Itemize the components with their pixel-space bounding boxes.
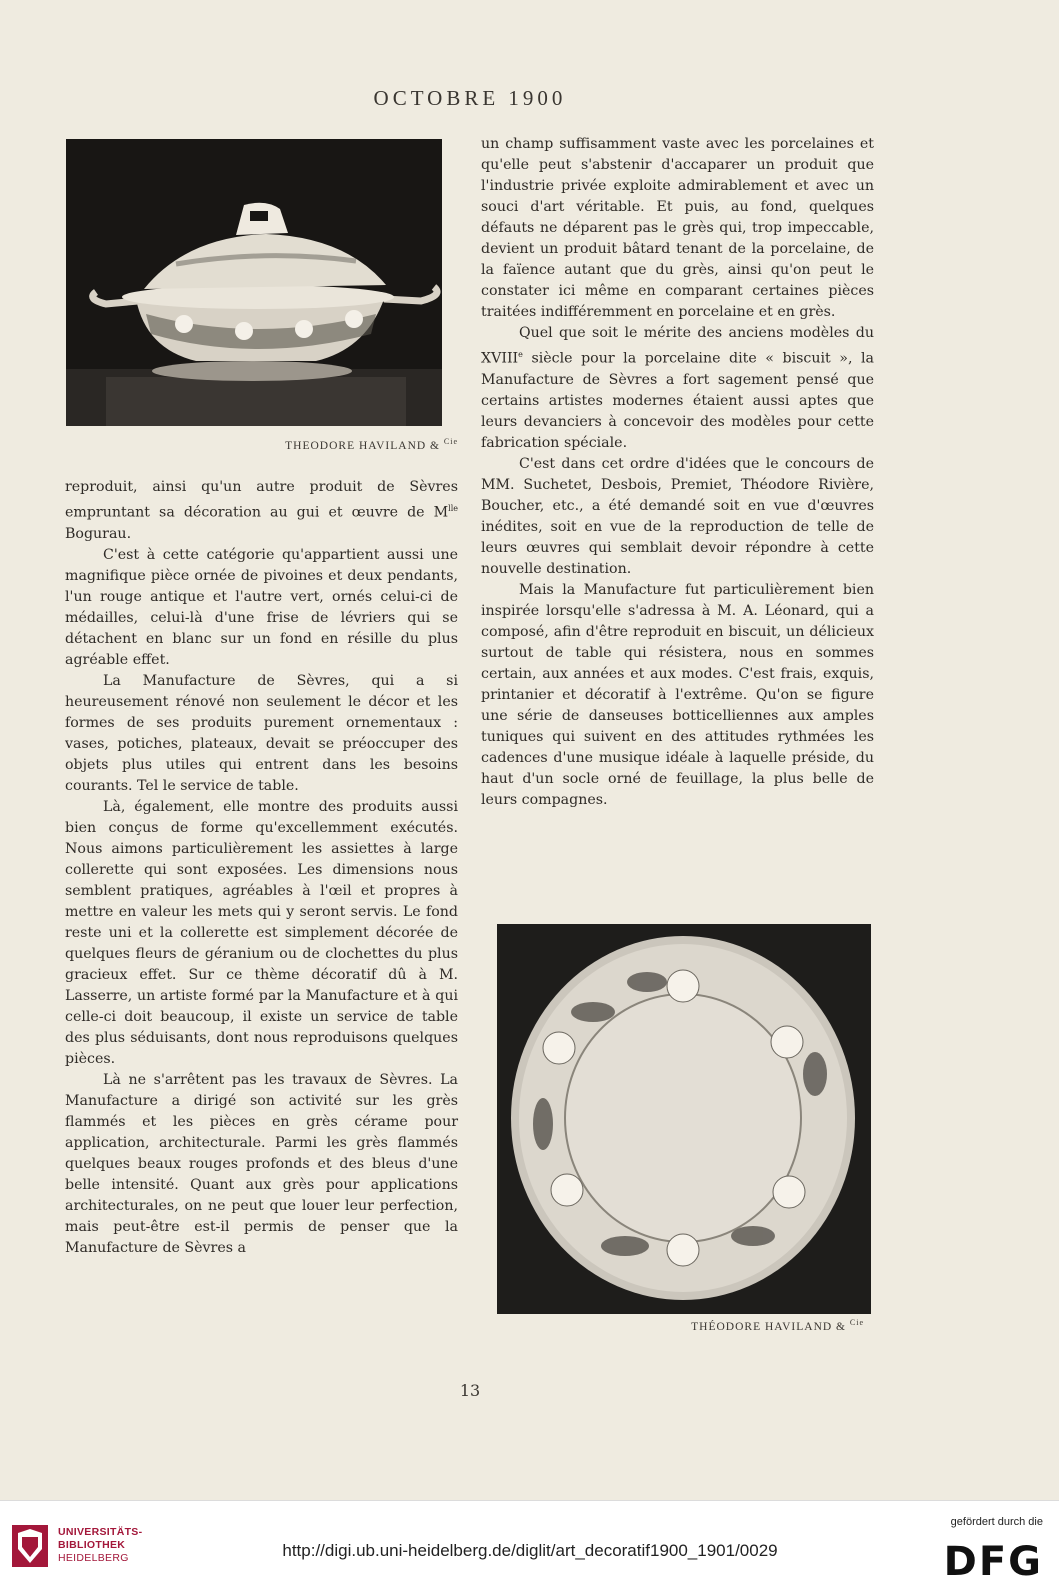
source-url-link[interactable]: http://digi.ub.uni-heidelberg.de/diglit/art_decoratif1900_1901/0029 [282,1541,778,1560]
left-paragraph-5: Là ne s'arrêtent pas les travaux de Sèvres. La Manufacture a dirigé son activité sur les grès flammés et les pièces en grès cérame pour application, architecturale. Parmi les grès flammés quelques beaux rouges profonds et des bleus d'une belle intensité. Quant aux grès pour applications architecturales, on ne peut que louer leur perfection, mais peut-être est-il permis de penser que la Manufacture de Sèvres a [65,1071,458,1256]
right-paragraph-4: Mais la Manufacture fut particulièrement bien inspirée lorsqu'elle s'adressa à M. A. Léonard, qui a composé, afin d'être reproduit en biscuit, un délicieux surtout de table qui résistera, nous en sommes certain, aux années et aux modes. C'est frais, exquis, printanier et décoratif à l'extrême. Qu'on se figure une série de danseuses botticelliennes aux amples tuniques qui suivent en des attitudes rythmées les cadences d'une musique idéale à laquelle préside, du haut d'un socle orné de feuillage, la plus belle de leurs compagnes. [481,581,874,808]
right-paragraph-3: C'est dans cet ordre d'idées que le concours de MM. Suchetet, Desbois, Premiet, Théodore Rivière, Boucher, etc., a été demandé soit en vue d'œuvres inédites, soit en vue de la reproduction de telle de leurs œuvres qui semblait devoir répondre à cette nouvelle destination. [481,455,874,577]
left-paragraph-3: La Manufacture de Sèvres, qui a si heureusement rénové non seulement le décor et les formes de ses produits purement ornementaux : vases, potiches, plateaux, devait se préoccuper des objets plus utiles qui entrent dans les besoins courants. Tel le service de table. [65,672,458,794]
plate-photograph [497,924,871,1314]
sponsor-label: gefördert durch die [950,1516,1043,1528]
left-paragraph-4: Là, également, elle montre des produits aussi bien conçus de forme qu'excellemment exécutés. Nous aimons particulièrement les assiettes à large collerette qui sont exposées. Les dimensions nous semblent pratiques, agréables à l'œil et propres à mettre en valeur les mets qui y seront servis. Le fond reste uni et la collerette est simplement décorée de quelques fleurs de géranium ou de clochettes du plus gracieux effet. Sur ce thème décoratif dû à M. Lasserre, un artiste formé par la Manufacture et à qui celle-ci doit beaucoup, il existe un service de table des plus séduisants, dont nous reproduisons quelques pièces. [65,798,458,1067]
university-logo-icon [10,1523,50,1569]
dfg-logo: DFG [943,1539,1043,1585]
running-head: OCTOBRE 1900 [373,86,567,110]
left-paragraph-1: reproduit, ainsi qu'un autre produit de Sèvres empruntant sa décoration au gui et œuvre de $M^{lle}$ Bogurau. [65,479,458,542]
page-number: 13 [459,1381,481,1400]
right-paragraph-1: un champ suffisamment vaste avec les porcelaines et qu'elle peut s'abstenir d'accaparer un produit que l'industrie privée exploite admirablement et avec un souci d'art véritable. Et puis, au fond, quelques défauts ne déparent pas le grès qui, trop impeccable, devient un produit bâtard tenant de la porcelaine, de la faïence autant que du grès, ainsi qu'on peut le constater ici même en comparant certaines pièces traitées indifféremment en porcelaine et en grès. [481,136,874,320]
tureen-credit: THEODORE HAVILAND & $^{Cie}$ [285,437,458,452]
plate-credit: THÉODORE HAVILAND & $^{Cie}$ [691,1318,864,1333]
left-text-column [65,477,458,1259]
tureen-photograph [66,139,442,426]
right-text-column [481,134,874,811]
viewer-footer [0,1500,1059,1593]
right-paragraph-2: Quel que soit le mérite des anciens modèles du XVIIIe siècle pour la porcelaine dite « biscuit », la Manufacture de Sèvres a fort sagement pensé que certains artistes modernes étaient aussi aptes que leurs devanciers à concevoir des modèles pour cette fabrication spéciale. [481,325,874,451]
university-name: UNIVERSITÄTS- BIBLIOTHEK HEIDELBERG [58,1526,143,1564]
left-paragraph-2: C'est à cette catégorie qu'appartient aussi une magnifique pièce ornée de pivoines et deux pendants, l'un rouge antique et l'autre vert, ornés celui-ci de médailles, celui-là d'une frise de lévriers qui se détachent en blanc sur un fond en résille du plus agréable effet. [65,546,458,668]
